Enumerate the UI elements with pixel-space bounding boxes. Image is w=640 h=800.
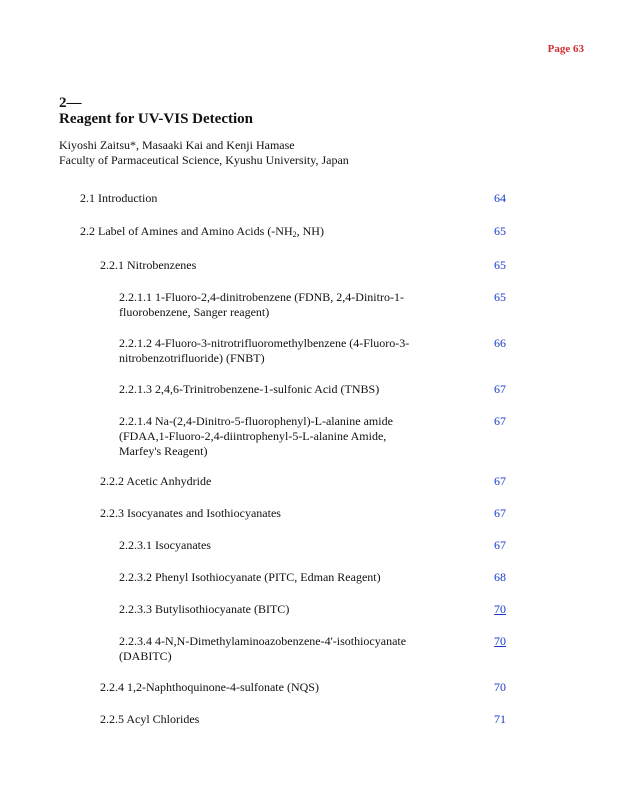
toc-entry-title: 2.2.1 Nitrobenzenes [100, 258, 197, 272]
toc-entry[interactable] [100, 474, 510, 489]
toc-entry[interactable] [119, 382, 510, 397]
affiliation: Faculty of Parmaceutical Science, Kyushu University, Japan [59, 153, 349, 167]
authors: Kiyoshi Zaitsu*, Masaaki Kai and Kenji Hamase [59, 138, 295, 152]
toc-entry-page-link[interactable]: 68 [494, 570, 506, 584]
toc-entry-title: 2.2.4 1,2-Naphthoquinone-4-sulfonate (NQS) [100, 680, 319, 694]
toc-entry-page-link[interactable]: 71 [494, 712, 506, 726]
toc-entry-title: 2.2.3.4 4-N,N-Dimethylaminoazobenzene-4'-isothiocyanate (DABITC) [119, 634, 407, 663]
toc-entry-page-link[interactable]: 65 [494, 290, 506, 304]
toc-entry-title: 2.2.3.3 Butylisothiocyanate (BITC) [119, 602, 290, 616]
chapter-number: 2— [59, 95, 82, 111]
toc-entry-title: 2.2 Label of Amines and Amino Acids ($-NH_2$, NH) [80, 224, 324, 239]
toc-entry-title: 2.2.1.3 2,4,6-Trinitrobenzene-1-sulfonic Acid (TNBS) [119, 382, 380, 396]
toc-entry-title: 2.2.1.2 4-Fluoro-3-nitrotrifluoromethylbenzene (4-Fluoro-3-nitrobenzotrifluoride) (FNBT) [119, 336, 410, 365]
toc-entry[interactable] [119, 602, 510, 617]
toc-entry[interactable] [80, 191, 510, 206]
toc-entry[interactable] [119, 414, 510, 459]
toc-entry[interactable] [119, 336, 510, 366]
page-number: Page 63 [547, 43, 584, 55]
toc-entry-title: 2.2.5 Acyl Chlorides [100, 712, 200, 726]
toc-entry[interactable] [80, 224, 510, 242]
toc-entry-title: 2.2.3 Isocyanates and Isothiocyanates [100, 506, 281, 520]
toc-entry-title: 2.2.1.4 Na-(2,4-Dinitro-5-fluorophenyl)-L-alanine amide (FDAA,1-Fluoro-2,4-diintrophenyl-5-L-alanine Amide, Marfey's Reagent) [119, 414, 393, 458]
toc-entry-page-link[interactable]: 67 [494, 538, 506, 552]
toc-entry[interactable] [119, 538, 510, 553]
toc-entry-page-link[interactable]: 65 [494, 224, 506, 238]
toc-entry-page-link[interactable]: 66 [494, 336, 506, 350]
toc-entry[interactable] [100, 258, 510, 273]
toc-entry-title: 2.2.2 Acetic Anhydride [100, 474, 212, 488]
toc-entry-page-link[interactable]: 67 [494, 382, 506, 396]
toc-entry-page-link[interactable]: 70 [494, 680, 506, 694]
toc-entry[interactable] [119, 570, 510, 585]
toc-entry[interactable] [100, 680, 510, 695]
toc-entry[interactable] [100, 712, 510, 727]
chapter-title: Reagent for UV-VIS Detection [59, 111, 253, 127]
toc-entry-page-link[interactable]: 67 [494, 506, 506, 520]
toc-entry-page-link[interactable]: 64 [494, 191, 506, 205]
toc-entry-page-link[interactable]: 70 [494, 602, 506, 616]
toc-entry-page-link[interactable]: 70 [494, 634, 506, 648]
toc-entry[interactable] [119, 290, 510, 320]
toc-entry-page-link[interactable]: 65 [494, 258, 506, 272]
toc-entry-title: 2.2.3.1 Isocyanates [119, 538, 211, 552]
toc-entry-title: 2.2.1.1 1-Fluoro-2,4-dinitrobenzene (FDNB, 2,4-Dinitro-1-fluorobenzene, Sanger reagent) [119, 290, 404, 319]
toc-entry-title: 2.2.3.2 Phenyl Isothiocyanate (PITC, Edman Reagent) [119, 570, 381, 584]
toc-entry-page-link[interactable]: 67 [494, 414, 506, 428]
toc-entry-page-link[interactable]: 67 [494, 474, 506, 488]
toc-entry[interactable] [119, 634, 510, 664]
toc-entry[interactable] [100, 506, 510, 521]
toc-entry-title: 2.1 Introduction [80, 191, 158, 205]
